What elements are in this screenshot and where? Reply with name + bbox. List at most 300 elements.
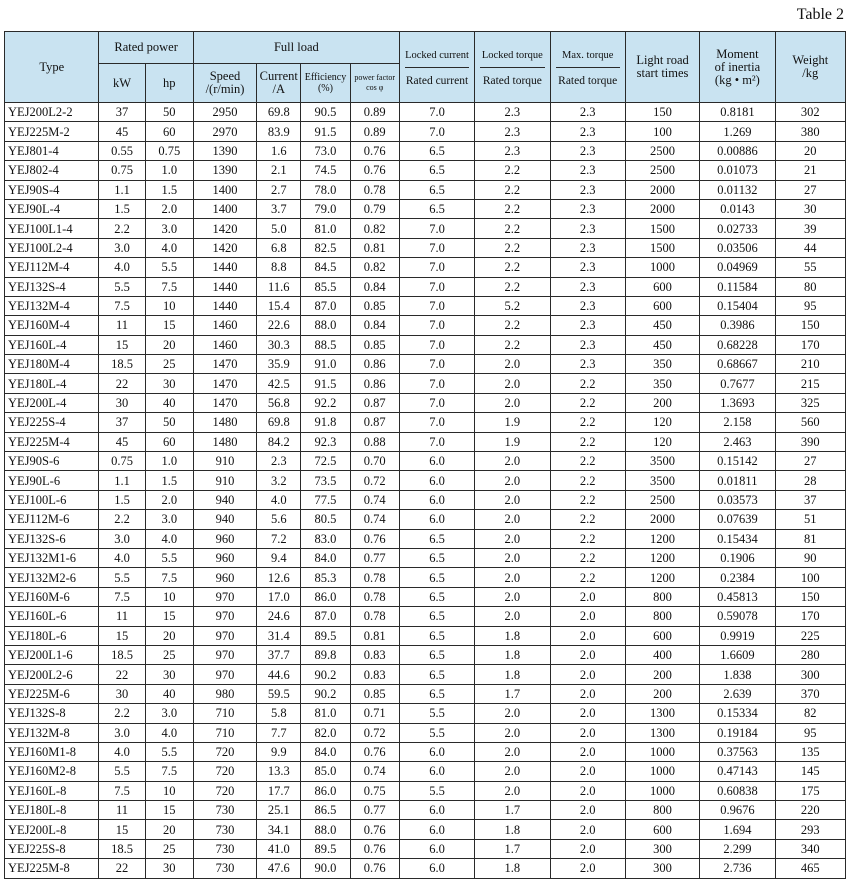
table-row [5,258,846,277]
cell-max-torque-ratio: 2.2 [550,568,625,587]
table-caption: Table 2 [796,6,844,23]
cell-type: YEJ132M-4 [5,296,99,315]
cell-type: YEJ200L-4 [5,393,99,412]
cell-moment-of-inertia: 1.269 [700,122,775,141]
cell-efficiency: 92.2 [301,393,350,412]
cell-efficiency: 91.5 [301,374,350,393]
cell-speed: 970 [193,626,256,645]
cell-kw: 11 [99,801,145,820]
cell-type: YEJ160L-8 [5,781,99,800]
cell-locked-torque-ratio: 2.0 [475,452,550,471]
cell-locked-current-ratio: 7.0 [399,219,474,238]
cell-locked-current-ratio: 6.0 [399,820,474,839]
cell-weight: 55 [775,258,845,277]
cell-efficiency: 90.0 [301,859,350,878]
cell-moment-of-inertia: 0.01073 [700,161,775,180]
cell-type: YEJ200L2-6 [5,665,99,684]
cell-weight: 95 [775,723,845,742]
cell-type: YEJ160L-6 [5,607,99,626]
cell-light-road-start-times: 1300 [625,704,699,723]
cell-kw: 15 [99,820,145,839]
cell-locked-torque-ratio: 1.8 [475,626,550,645]
cell-moment-of-inertia: 0.7677 [700,374,775,393]
cell-type: YEJ160M1-8 [5,742,99,761]
cell-locked-current-ratio: 6.5 [399,684,474,703]
cell-current: 3.7 [257,199,301,218]
cell-locked-torque-ratio: 2.0 [475,529,550,548]
cell-max-torque-ratio: 2.0 [550,607,625,626]
cell-hp: 10 [145,587,193,606]
cell-light-road-start-times: 2500 [625,141,699,160]
cell-speed: 730 [193,839,256,858]
cell-kw: 2.2 [99,704,145,723]
cell-locked-current-ratio: 7.0 [399,258,474,277]
light-road-line1: Light road [636,53,689,67]
cell-max-torque-ratio: 2.2 [550,490,625,509]
table-row [5,781,846,800]
cell-locked-torque-ratio: 2.0 [475,781,550,800]
cell-light-road-start-times: 400 [625,645,699,664]
cell-light-road-start-times: 1000 [625,742,699,761]
cell-current: 59.5 [257,684,301,703]
cell-moment-of-inertia: 2.299 [700,839,775,858]
cell-max-torque-ratio: 2.2 [550,548,625,567]
cell-power-factor: 0.76 [350,141,399,160]
cell-light-road-start-times: 120 [625,413,699,432]
cell-weight: 175 [775,781,845,800]
cell-power-factor: 0.86 [350,355,399,374]
cell-power-factor: 0.74 [350,490,399,509]
cell-type: YEJ90L-6 [5,471,99,490]
cell-current: 41.0 [257,839,301,858]
cell-weight: 150 [775,316,845,335]
cell-light-road-start-times: 2000 [625,199,699,218]
cell-hp: 10 [145,296,193,315]
table-row [5,859,846,878]
cell-type: YEJ802-4 [5,161,99,180]
header-power-factor [350,64,399,103]
cell-max-torque-ratio: 2.0 [550,665,625,684]
cell-weight: 44 [775,238,845,257]
cell-light-road-start-times: 3500 [625,471,699,490]
cell-power-factor: 0.75 [350,781,399,800]
cell-weight: 51 [775,510,845,529]
cell-weight: 20 [775,141,845,160]
cell-type: YEJ801-4 [5,141,99,160]
cell-power-factor: 0.77 [350,548,399,567]
cell-speed: 940 [193,490,256,509]
cell-locked-torque-ratio: 2.2 [475,238,550,257]
cell-hp: 60 [145,122,193,141]
cell-hp: 25 [145,355,193,374]
header-moment-of-inertia [700,32,775,103]
cell-current: 9.4 [257,548,301,567]
cell-moment-of-inertia: 0.68228 [700,335,775,354]
cell-locked-torque-ratio: 1.8 [475,645,550,664]
cell-max-torque-ratio: 2.2 [550,374,625,393]
efficiency-line1: Efficiency [304,72,347,83]
weight-line1: Weight [792,53,829,67]
cell-efficiency: 73.5 [301,471,350,490]
cell-locked-torque-ratio: 1.8 [475,665,550,684]
cell-max-torque-ratio: 2.3 [550,238,625,257]
cell-hp: 25 [145,645,193,664]
cell-max-torque-ratio: 2.3 [550,141,625,160]
cell-hp: 5.5 [145,258,193,277]
cell-speed: 1480 [193,413,256,432]
cell-efficiency: 91.8 [301,413,350,432]
cell-speed: 910 [193,452,256,471]
cell-moment-of-inertia: 0.9676 [700,801,775,820]
cell-current: 7.2 [257,529,301,548]
header-locked-current-ratio [399,32,474,103]
cell-efficiency: 91.5 [301,122,350,141]
table-row [5,548,846,567]
cell-speed: 970 [193,645,256,664]
cell-hp: 20 [145,626,193,645]
cell-weight: 220 [775,801,845,820]
cell-efficiency: 73.0 [301,141,350,160]
header-hp: hp [145,64,193,103]
cell-power-factor: 0.81 [350,626,399,645]
cell-weight: 150 [775,587,845,606]
cell-max-torque-ratio: 2.0 [550,762,625,781]
cell-speed: 1390 [193,161,256,180]
cell-max-torque-ratio: 2.2 [550,529,625,548]
cell-weight: 325 [775,393,845,412]
cell-weight: 145 [775,762,845,781]
cell-weight: 280 [775,645,845,664]
cell-power-factor: 0.76 [350,161,399,180]
cell-locked-current-ratio: 5.5 [399,723,474,742]
cell-type: YEJ90S-4 [5,180,99,199]
cell-light-road-start-times: 120 [625,432,699,451]
cell-locked-current-ratio: 7.0 [399,432,474,451]
header-max-torque-ratio [550,32,625,103]
cell-weight: 37 [775,490,845,509]
cell-locked-current-ratio: 6.5 [399,568,474,587]
cell-moment-of-inertia: 0.60838 [700,781,775,800]
cell-power-factor: 0.76 [350,742,399,761]
cell-locked-current-ratio: 6.0 [399,471,474,490]
cell-kw: 4.0 [99,258,145,277]
cell-locked-torque-ratio: 2.0 [475,490,550,509]
table-row [5,413,846,432]
header-kw: kW [99,64,145,103]
cell-moment-of-inertia: 0.8181 [700,103,775,122]
cell-light-road-start-times: 2500 [625,161,699,180]
cell-hp: 15 [145,607,193,626]
cell-power-factor: 0.84 [350,277,399,296]
cell-current: 11.6 [257,277,301,296]
cell-locked-torque-ratio: 2.2 [475,161,550,180]
cell-power-factor: 0.85 [350,335,399,354]
cell-max-torque-ratio: 2.2 [550,452,625,471]
cell-current: 31.4 [257,626,301,645]
table-row [5,723,846,742]
cell-light-road-start-times: 150 [625,103,699,122]
header-speed [193,64,256,103]
cell-speed: 710 [193,723,256,742]
cell-locked-torque-ratio: 2.2 [475,180,550,199]
cell-power-factor: 0.72 [350,471,399,490]
cell-efficiency: 87.0 [301,607,350,626]
cell-locked-current-ratio: 6.0 [399,742,474,761]
cell-light-road-start-times: 1500 [625,219,699,238]
cell-weight: 380 [775,122,845,141]
cell-weight: 390 [775,432,845,451]
cell-current: 35.9 [257,355,301,374]
cell-locked-torque-ratio: 2.3 [475,141,550,160]
cell-max-torque-ratio: 2.0 [550,684,625,703]
cell-speed: 2970 [193,122,256,141]
cell-light-road-start-times: 100 [625,122,699,141]
cell-current: 3.2 [257,471,301,490]
cell-moment-of-inertia: 0.00886 [700,141,775,160]
cell-locked-current-ratio: 6.5 [399,607,474,626]
cell-type: YEJ160M-4 [5,316,99,335]
header-light-road-start-times [625,32,699,103]
table-row [5,820,846,839]
cell-locked-torque-ratio: 2.0 [475,510,550,529]
cell-speed: 1440 [193,296,256,315]
cell-speed: 970 [193,587,256,606]
cell-kw: 0.75 [99,452,145,471]
cell-locked-torque-ratio: 2.0 [475,607,550,626]
cell-power-factor: 0.78 [350,587,399,606]
cell-light-road-start-times: 2000 [625,180,699,199]
cell-power-factor: 0.71 [350,704,399,723]
cell-hp: 4.0 [145,529,193,548]
cell-power-factor: 0.81 [350,238,399,257]
cell-type: YEJ100L-6 [5,490,99,509]
cell-max-torque-ratio: 2.3 [550,122,625,141]
header-current [257,64,301,103]
cell-locked-torque-ratio: 2.0 [475,762,550,781]
cell-hp: 30 [145,859,193,878]
cell-speed: 970 [193,665,256,684]
table-row [5,665,846,684]
cell-power-factor: 0.78 [350,180,399,199]
max-torque-label: Max. torque [556,45,620,68]
cell-hp: 25 [145,839,193,858]
cell-hp: 1.0 [145,452,193,471]
cell-max-torque-ratio: 2.0 [550,839,625,858]
cell-speed: 1470 [193,355,256,374]
cell-power-factor: 0.82 [350,219,399,238]
cell-hp: 50 [145,103,193,122]
cell-light-road-start-times: 1200 [625,568,699,587]
cell-power-factor: 0.74 [350,762,399,781]
cell-locked-torque-ratio: 2.0 [475,471,550,490]
cell-locked-current-ratio: 6.5 [399,529,474,548]
cell-moment-of-inertia: 0.47143 [700,762,775,781]
cell-locked-current-ratio: 6.0 [399,452,474,471]
cell-current: 7.7 [257,723,301,742]
cell-type: YEJ160M-6 [5,587,99,606]
cell-moment-of-inertia: 2.639 [700,684,775,703]
cell-locked-current-ratio: 6.0 [399,839,474,858]
cell-locked-torque-ratio: 2.0 [475,723,550,742]
cell-kw: 7.5 [99,781,145,800]
cell-locked-torque-ratio: 2.0 [475,742,550,761]
cell-current: 5.8 [257,704,301,723]
cell-moment-of-inertia: 0.0143 [700,199,775,218]
table-row [5,296,846,315]
cell-hp: 3.0 [145,510,193,529]
cell-max-torque-ratio: 2.3 [550,219,625,238]
cell-moment-of-inertia: 0.03506 [700,238,775,257]
cell-power-factor: 0.82 [350,258,399,277]
cell-weight: 82 [775,704,845,723]
cell-speed: 2950 [193,103,256,122]
cell-weight: 465 [775,859,845,878]
cell-weight: 21 [775,161,845,180]
cell-power-factor: 0.87 [350,413,399,432]
table-row [5,626,846,645]
cell-moment-of-inertia: 2.736 [700,859,775,878]
cell-speed: 1470 [193,374,256,393]
cell-locked-current-ratio: 7.0 [399,374,474,393]
cell-efficiency: 82.0 [301,723,350,742]
cell-efficiency: 78.0 [301,180,350,199]
cell-efficiency: 90.5 [301,103,350,122]
cell-light-road-start-times: 450 [625,335,699,354]
speed-line2: /(r/min) [205,82,245,96]
cell-current: 6.8 [257,238,301,257]
cell-moment-of-inertia: 0.9919 [700,626,775,645]
cell-power-factor: 0.86 [350,374,399,393]
cell-hp: 5.5 [145,742,193,761]
table-row [5,607,846,626]
cell-max-torque-ratio: 2.3 [550,103,625,122]
cell-weight: 370 [775,684,845,703]
cell-power-factor: 0.84 [350,316,399,335]
cell-current: 25.1 [257,801,301,820]
cell-power-factor: 0.85 [350,296,399,315]
cell-moment-of-inertia: 0.07639 [700,510,775,529]
cell-type: YEJ112M-4 [5,258,99,277]
cell-locked-current-ratio: 7.0 [399,335,474,354]
cell-locked-torque-ratio: 2.0 [475,587,550,606]
cell-efficiency: 79.0 [301,199,350,218]
cell-kw: 45 [99,122,145,141]
table-body [5,103,846,879]
cell-type: YEJ180L-4 [5,374,99,393]
cell-moment-of-inertia: 0.15434 [700,529,775,548]
cell-kw: 2.2 [99,510,145,529]
cell-kw: 3.0 [99,529,145,548]
cell-locked-current-ratio: 6.5 [399,141,474,160]
cell-efficiency: 72.5 [301,452,350,471]
cell-efficiency: 88.0 [301,316,350,335]
table-header [5,32,846,103]
table-row [5,141,846,160]
cell-max-torque-ratio: 2.2 [550,510,625,529]
cell-speed: 730 [193,820,256,839]
moment-line2: of inertia [714,59,761,74]
table-row [5,510,846,529]
cell-locked-current-ratio: 7.0 [399,122,474,141]
cell-type: YEJ132M-8 [5,723,99,742]
cell-moment-of-inertia: 0.68667 [700,355,775,374]
current-line1: Current [259,69,298,83]
cell-efficiency: 81.0 [301,704,350,723]
cell-locked-current-ratio: 6.5 [399,199,474,218]
table-row [5,316,846,335]
cell-efficiency: 77.5 [301,490,350,509]
cell-hp: 30 [145,665,193,684]
header-full-load: Full load [193,32,399,64]
cell-efficiency: 89.5 [301,839,350,858]
cell-locked-torque-ratio: 2.2 [475,199,550,218]
cell-kw: 4.0 [99,742,145,761]
cell-kw: 1.1 [99,180,145,199]
cell-power-factor: 0.83 [350,645,399,664]
cell-current: 83.9 [257,122,301,141]
cell-kw: 18.5 [99,355,145,374]
cell-speed: 1480 [193,432,256,451]
cell-kw: 3.0 [99,238,145,257]
cell-weight: 100 [775,568,845,587]
cell-locked-torque-ratio: 2.2 [475,219,550,238]
cell-current: 5.0 [257,219,301,238]
cell-locked-current-ratio: 7.0 [399,413,474,432]
cell-weight: 215 [775,374,845,393]
cell-max-torque-ratio: 2.3 [550,161,625,180]
cell-weight: 302 [775,103,845,122]
cell-max-torque-ratio: 2.3 [550,199,625,218]
cell-hp: 1.0 [145,161,193,180]
cell-light-road-start-times: 450 [625,316,699,335]
table-row [5,762,846,781]
cell-light-road-start-times: 800 [625,607,699,626]
cell-light-road-start-times: 1300 [625,723,699,742]
cell-efficiency: 81.0 [301,219,350,238]
cell-locked-current-ratio: 7.0 [399,103,474,122]
cell-speed: 1400 [193,199,256,218]
cell-type: YEJ100L2-4 [5,238,99,257]
cell-current: 2.7 [257,180,301,199]
cell-type: YEJ132S-8 [5,704,99,723]
cell-hp: 40 [145,393,193,412]
cell-efficiency: 90.2 [301,665,350,684]
cell-light-road-start-times: 200 [625,684,699,703]
cell-weight: 560 [775,413,845,432]
cell-power-factor: 0.70 [350,452,399,471]
cell-light-road-start-times: 1200 [625,529,699,548]
cell-power-factor: 0.87 [350,393,399,412]
cell-light-road-start-times: 200 [625,665,699,684]
cell-hp: 7.5 [145,277,193,296]
cell-light-road-start-times: 300 [625,839,699,858]
cell-moment-of-inertia: 0.45813 [700,587,775,606]
cell-weight: 293 [775,820,845,839]
cell-hp: 3.0 [145,704,193,723]
cell-locked-current-ratio: 7.0 [399,296,474,315]
cell-kw: 7.5 [99,296,145,315]
cell-power-factor: 0.72 [350,723,399,742]
cell-efficiency: 85.0 [301,762,350,781]
cell-efficiency: 83.0 [301,529,350,548]
cell-hp: 3.0 [145,219,193,238]
cell-type: YEJ180M-4 [5,355,99,374]
cell-current: 1.6 [257,141,301,160]
cell-type: YEJ112M-6 [5,510,99,529]
cell-speed: 960 [193,568,256,587]
cell-kw: 7.5 [99,587,145,606]
rated-current-label: Rated current [405,74,469,87]
